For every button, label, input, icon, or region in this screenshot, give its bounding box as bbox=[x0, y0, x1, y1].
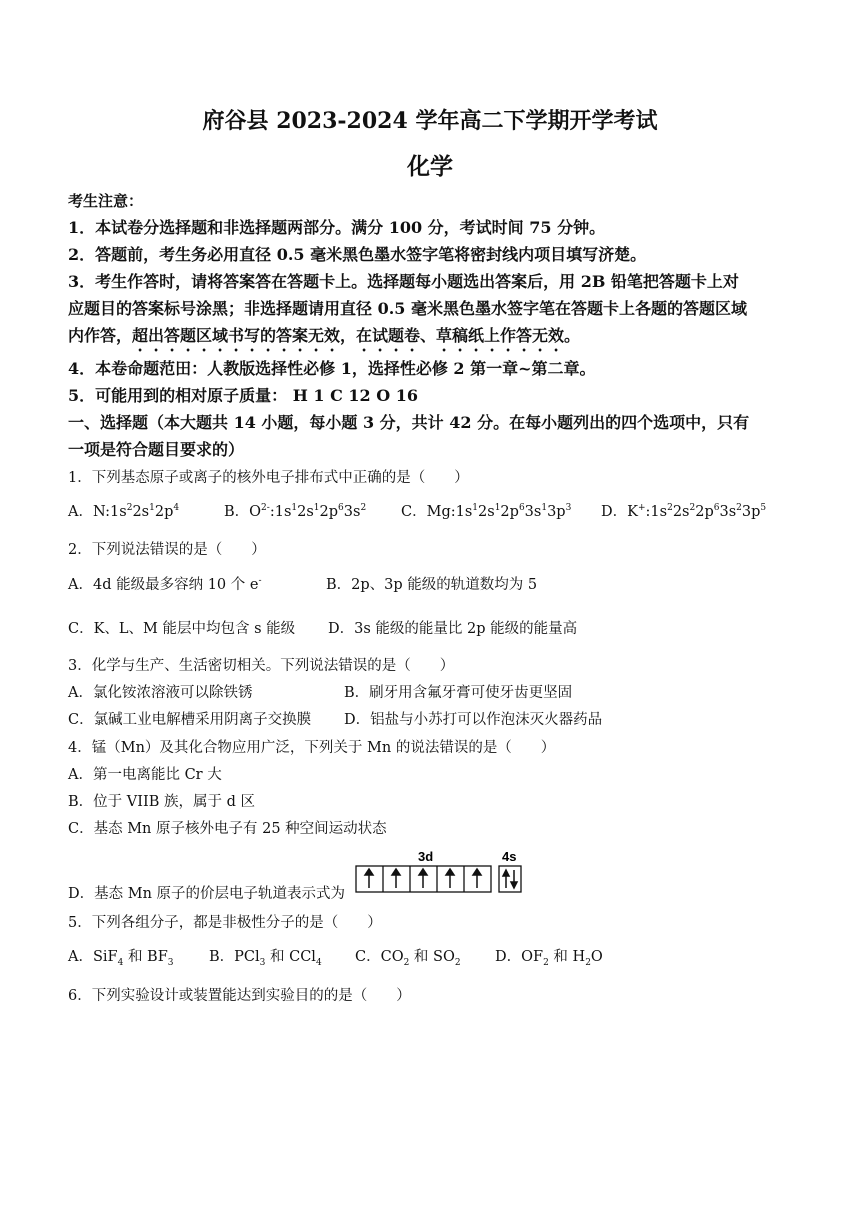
orbital-label-4s: 4s bbox=[502, 849, 517, 864]
q4-option-d: D．基态 Mn 原子的价层电子轨道表示式为 bbox=[68, 886, 346, 902]
q4-option-c: C．基态 Mn 原子核外电子有 25 种空间运动状态 bbox=[68, 821, 387, 837]
notice-item-3-line3: 内作答，超出答题区域书写的答案无效，在试题卷、草稿纸上作答无效。 bbox=[68, 326, 581, 345]
electron-up-arrow bbox=[392, 869, 400, 888]
q4-option-a: A．第一电离能比 Cr 大 bbox=[68, 767, 222, 783]
q5-option-d: D．$OF_2$ 和 $H_2O$ bbox=[495, 949, 603, 968]
q5-stem: 5．下列各组分子，都是非极性分子的是（ ） bbox=[68, 915, 382, 931]
notice-heading: 考生注意： bbox=[68, 192, 144, 210]
electron-up-arrow bbox=[365, 869, 373, 888]
q4-stem: 4．锰（Mn）及其化合物应用广泛，下列关于 Mn 的说法错误的是（ ） bbox=[68, 740, 556, 756]
exam-title: 府谷县 2023-2024 学年高二下学期开学考试 bbox=[202, 108, 658, 134]
q5-option-b: B．PCl$_3$ 和 CCl$_4$ bbox=[209, 949, 322, 968]
orbital-label-3d: 3d bbox=[418, 849, 434, 864]
electron-up-arrow bbox=[419, 869, 427, 888]
q2-option-d: D．3s 能级的能量比 2p 能级的能量高 bbox=[328, 621, 578, 637]
section-heading-line2: 一项是符合题目要求的） bbox=[68, 440, 245, 459]
q3-option-b: B．刷牙用含氟牙膏可使牙齿更坚固 bbox=[344, 685, 573, 701]
notice-item-3-line2: 应题目的答案标号涂黑；非选择题请用直径 0.5 毫米黑色墨水签字笔在答题卡上各题的答题区域 bbox=[68, 299, 747, 318]
q5-option-a: A．SiF$_4$ 和 $BF_3$ bbox=[68, 949, 174, 968]
q5-option-c: C．$CO_2$ 和 $SO_2$ bbox=[355, 949, 461, 968]
notice-item-2: 2．答题前，考生务必用直径 0.5 毫米黑色墨水签字笔将密封线内项目填写济楚。 bbox=[68, 245, 647, 264]
notice-item-1: 1．本试卷分选择题和非选择题两部分。满分 100 分，考试时间 75 分钟。 bbox=[68, 218, 606, 237]
emphasized-text: 超出答题区域书写的答案无效，在试题卷、草稿纸上作答无效 bbox=[132, 326, 565, 345]
electron-up-arrow bbox=[446, 869, 454, 888]
electron-up-arrow bbox=[503, 870, 509, 888]
q4-option-b: B．位于 VIIB 族，属于 d 区 bbox=[68, 794, 255, 810]
section-heading-line1: 一、选择题（本大题共 14 小题，每小题 3 分，共计 42 分。在每小题列出的四个选项中，只有 bbox=[68, 413, 750, 432]
q1-option-c: C．$Mg:1s^12s^12p^63s^13p^3$ bbox=[401, 503, 572, 520]
subject-title: 化学 bbox=[407, 153, 453, 180]
q2-option-c: C．K、L、M 能层中均包含 s 能级 bbox=[68, 621, 296, 637]
q2-option-a: A．4d 能级最多容纳 10 个 e- bbox=[68, 576, 262, 593]
q1-option-a: A．$N:1s^22s^12p^4$ bbox=[68, 503, 180, 520]
q3-option-c: C．氯碱工业电解槽采用阴离子交换膜 bbox=[68, 712, 312, 728]
electron-down-arrow bbox=[511, 870, 517, 888]
q2-option-b: B．2p、3p 能级的轨道数均为 5 bbox=[326, 577, 538, 593]
notice-item-5: 5．可能用到的相对原子质量： H 1 C 12 O 16 bbox=[68, 386, 419, 405]
q3-option-d: D．铝盐与小苏打可以作泡沫灭火器药品 bbox=[344, 712, 603, 728]
q3-option-a: A．氯化铵浓溶液可以除铁锈 bbox=[68, 685, 253, 701]
q3-stem: 3．化学与生产、生活密切相关。下列说法错误的是（ ） bbox=[68, 658, 455, 674]
q1-stem: 1．下列基态原子或离子的核外电子排布式中正确的是（ ） bbox=[68, 470, 469, 486]
orbital-diagram bbox=[355, 846, 525, 896]
q6-stem: 6．下列实验设计或装置能达到实验目的的是（ ） bbox=[68, 988, 411, 1004]
q1-option-d: D．$K^+:1s^22s^22p^63s^23p^5$ bbox=[601, 503, 767, 520]
notice-item-3-line1: 3．考生作答时，请将答案答在答题卡上。选择题每小题选出答案后，用 2B 铅笔把答题卡上对 bbox=[68, 272, 739, 291]
electron-up-arrow bbox=[473, 869, 481, 888]
q1-option-b: B．$O^{2-}:1s^12s^12p^63s^2$ bbox=[224, 503, 367, 520]
q2-stem: 2．下列说法错误的是（ ） bbox=[68, 542, 266, 558]
notice-item-4: 4．本卷命题范田：人教版选择性必修 1，选择性必修 2 第一章~第二章。 bbox=[68, 359, 596, 378]
